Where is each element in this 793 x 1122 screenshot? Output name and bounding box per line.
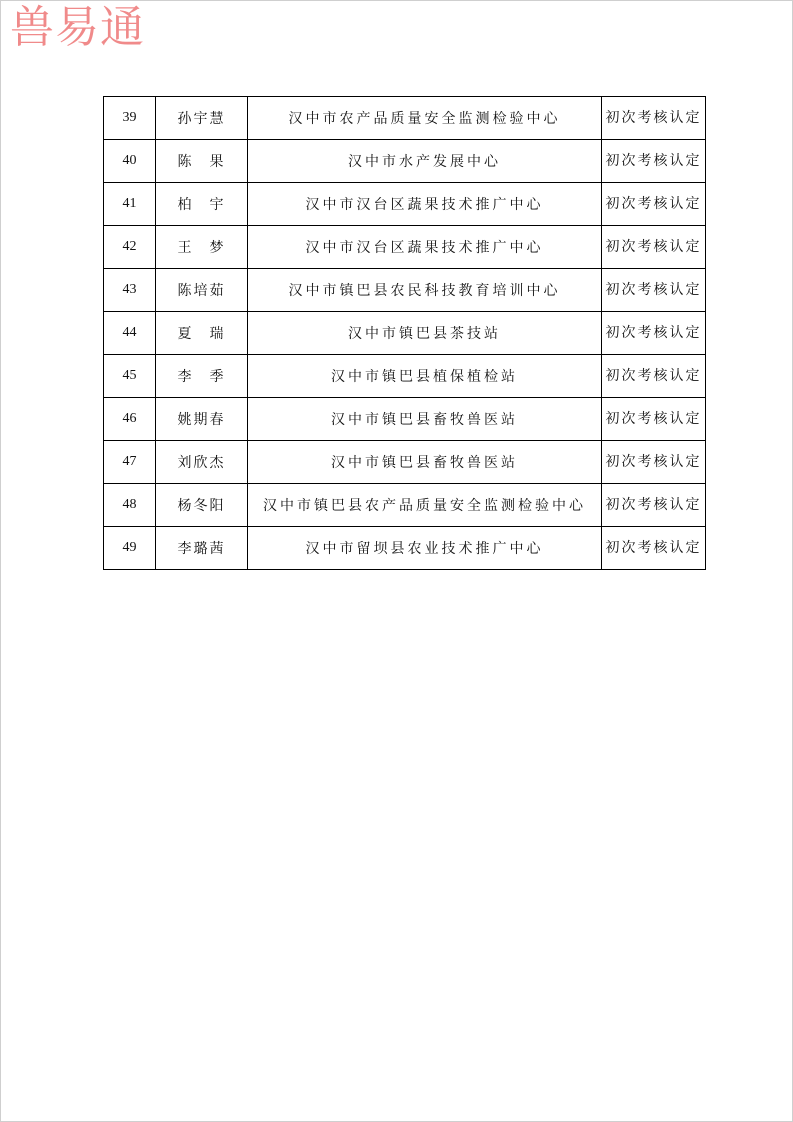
row-number: 44 — [104, 312, 156, 355]
personnel-table — [103, 96, 706, 570]
person-name: 柏 宇 — [156, 183, 248, 226]
assessment-type: 初次考核认定 — [602, 484, 706, 527]
table-row — [104, 226, 706, 269]
watermark-logo: 兽易通 — [10, 2, 145, 53]
work-unit: 汉中市留坝县农业技术推广中心 — [248, 527, 602, 570]
person-name: 李璐茜 — [156, 527, 248, 570]
work-unit: 汉中市农产品质量安全监测检验中心 — [248, 97, 602, 140]
work-unit: 汉中市汉台区蔬果技术推广中心 — [248, 183, 602, 226]
table-row — [104, 441, 706, 484]
table-row — [104, 527, 706, 570]
assessment-type: 初次考核认定 — [602, 269, 706, 312]
person-name: 王 梦 — [156, 226, 248, 269]
person-name: 李 季 — [156, 355, 248, 398]
assessment-type: 初次考核认定 — [602, 312, 706, 355]
row-number: 43 — [104, 269, 156, 312]
assessment-type: 初次考核认定 — [602, 441, 706, 484]
row-number: 46 — [104, 398, 156, 441]
work-unit: 汉中市镇巴县农产品质量安全监测检验中心 — [248, 484, 602, 527]
person-name: 夏 瑞 — [156, 312, 248, 355]
table-row — [104, 312, 706, 355]
table-row — [104, 140, 706, 183]
table-row — [104, 97, 706, 140]
work-unit: 汉中市镇巴县畜牧兽医站 — [248, 441, 602, 484]
assessment-type: 初次考核认定 — [602, 398, 706, 441]
person-name: 刘欣杰 — [156, 441, 248, 484]
row-number: 48 — [104, 484, 156, 527]
table-row — [104, 484, 706, 527]
person-name: 陈培茹 — [156, 269, 248, 312]
row-number: 39 — [104, 97, 156, 140]
person-name: 孙宇慧 — [156, 97, 248, 140]
row-number: 47 — [104, 441, 156, 484]
work-unit: 汉中市镇巴县植保植检站 — [248, 355, 602, 398]
row-number: 41 — [104, 183, 156, 226]
assessment-type: 初次考核认定 — [602, 183, 706, 226]
table-row — [104, 398, 706, 441]
table-row — [104, 183, 706, 226]
work-unit: 汉中市汉台区蔬果技术推广中心 — [248, 226, 602, 269]
work-unit: 汉中市镇巴县茶技站 — [248, 312, 602, 355]
table-row — [104, 269, 706, 312]
assessment-type: 初次考核认定 — [602, 226, 706, 269]
work-unit: 汉中市镇巴县农民科技教育培训中心 — [248, 269, 602, 312]
assessment-type: 初次考核认定 — [602, 527, 706, 570]
assessment-type: 初次考核认定 — [602, 355, 706, 398]
assessment-type: 初次考核认定 — [602, 140, 706, 183]
assessment-type: 初次考核认定 — [602, 97, 706, 140]
person-name: 陈 果 — [156, 140, 248, 183]
work-unit: 汉中市水产发展中心 — [248, 140, 602, 183]
person-name: 杨冬阳 — [156, 484, 248, 527]
row-number: 40 — [104, 140, 156, 183]
person-name: 姚期春 — [156, 398, 248, 441]
work-unit: 汉中市镇巴县畜牧兽医站 — [248, 398, 602, 441]
row-number: 45 — [104, 355, 156, 398]
row-number: 42 — [104, 226, 156, 269]
row-number: 49 — [104, 527, 156, 570]
table-row — [104, 355, 706, 398]
